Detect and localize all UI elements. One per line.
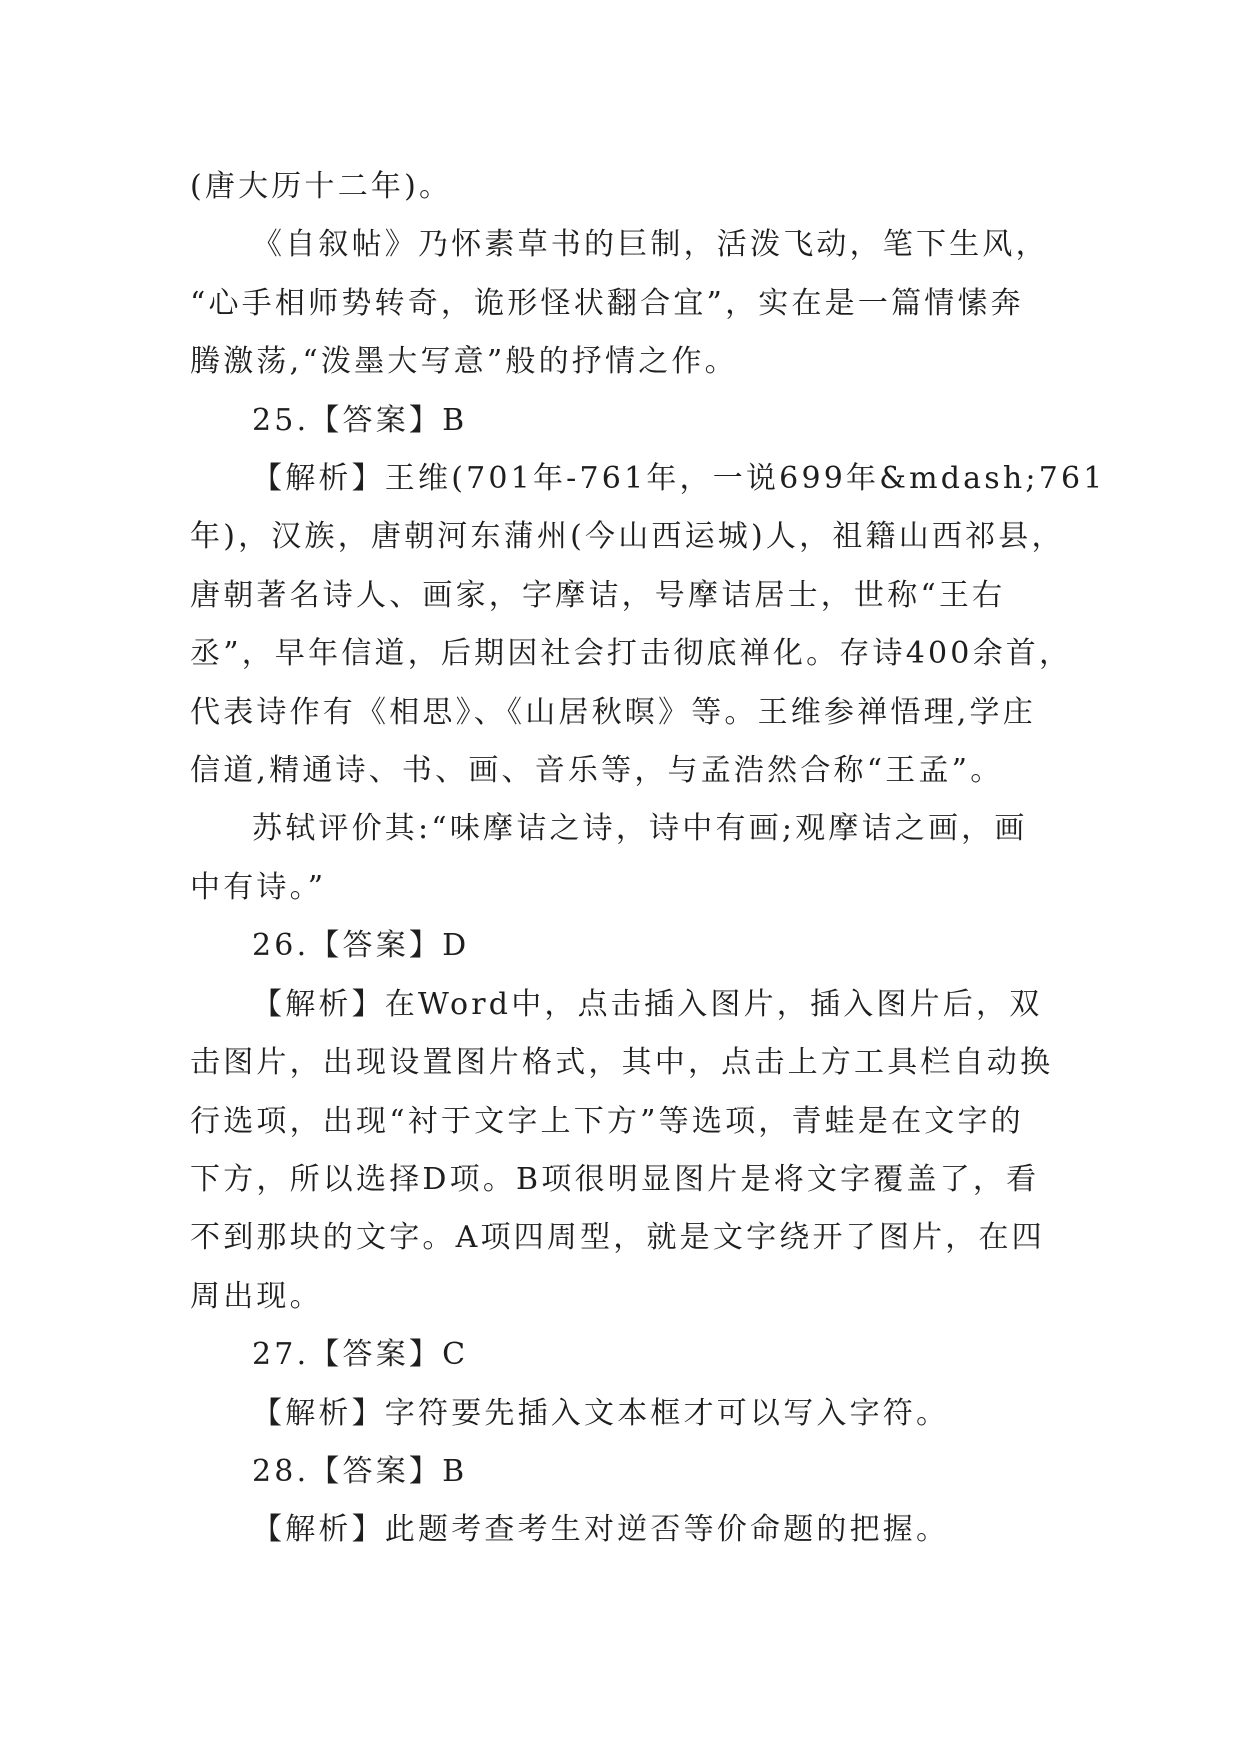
- answer-28: [190, 1443, 1070, 1501]
- answer-line: 27.【答案】C: [252, 1337, 469, 1373]
- text-line: 【解析】此题考查考生对逆否等价命题的把握。: [252, 1512, 950, 1548]
- analysis-28: [190, 1501, 1070, 1559]
- text-line: 腾激荡,“泼墨大写意”般的抒情之作。: [190, 344, 738, 380]
- text-line: 行选项，出现“衬于文字上下方”等选项，青蛙是在文字的: [190, 1103, 1024, 1139]
- text-line: “心手相师势转奇，诡形怪状翻合宜”，实在是一篇情愫奔: [190, 285, 1024, 321]
- answer-27: [190, 1326, 1070, 1384]
- answer-line: 28.【答案】B: [252, 1453, 468, 1489]
- text-line: 不到那块的文字。A项四周型，就是文字绕开了图片，在四: [190, 1220, 1045, 1256]
- paragraph-zixutie: [190, 216, 1070, 391]
- text-line: 《自叙帖》乃怀素草书的巨制，活泼飞动，笔下生风，: [252, 227, 1049, 263]
- text-line: 【解析】字符要先插入文本框才可以写入字符。: [252, 1395, 950, 1431]
- answer-line: 25.【答案】B: [252, 402, 468, 438]
- document-body: [190, 158, 1106, 1560]
- text-line: 【解析】王维(701年-761年，一说699年&mdash;761: [252, 461, 1106, 497]
- text-line: 唐朝著名诗人、画家，字摩诘，号摩诘居士，世称“王右: [190, 577, 1006, 613]
- answer-line: 26.【答案】D: [252, 928, 470, 964]
- analysis-27: [190, 1385, 1070, 1443]
- text-line: 击图片，出现设置图片格式，其中，点击上方工具栏自动换: [190, 1045, 1054, 1081]
- answer-25: [190, 392, 1070, 450]
- text-line: 中有诗。”: [190, 869, 327, 905]
- text-line: 下方，所以选择D项。B项很明显图片是将文字覆盖了，看: [190, 1161, 1040, 1197]
- text-line: 苏轼评价其:“味摩诘之诗，诗中有画;观摩诘之画，画: [252, 811, 1028, 847]
- analysis-25: [190, 450, 1106, 800]
- answer-26: [190, 917, 1070, 975]
- analysis-26: [190, 976, 1070, 1326]
- text-line: (唐大历十二年)。: [190, 169, 453, 204]
- text-line: 丞”，早年信道，后期因社会打击彻底禅化。存诗400余首，: [190, 636, 1073, 672]
- text-line: 周出现。: [190, 1278, 323, 1314]
- text-line: 年)，汉族，唐朝河东蒲州(今山西运城)人，祖籍山西祁县，: [190, 519, 1065, 555]
- text-line: 【解析】在Word中，点击插入图片，插入图片后，双: [252, 986, 1043, 1022]
- paragraph-tang-dali: [190, 158, 1070, 216]
- paragraph-sushi-comment: [190, 800, 1070, 917]
- text-line: 代表诗作有《相思》、《山居秋暝》等。王维参禅悟理,学庄: [190, 694, 1036, 730]
- text-line: 信道,精通诗、书、画、音乐等，与孟浩然合称“王孟”。: [190, 753, 1004, 789]
